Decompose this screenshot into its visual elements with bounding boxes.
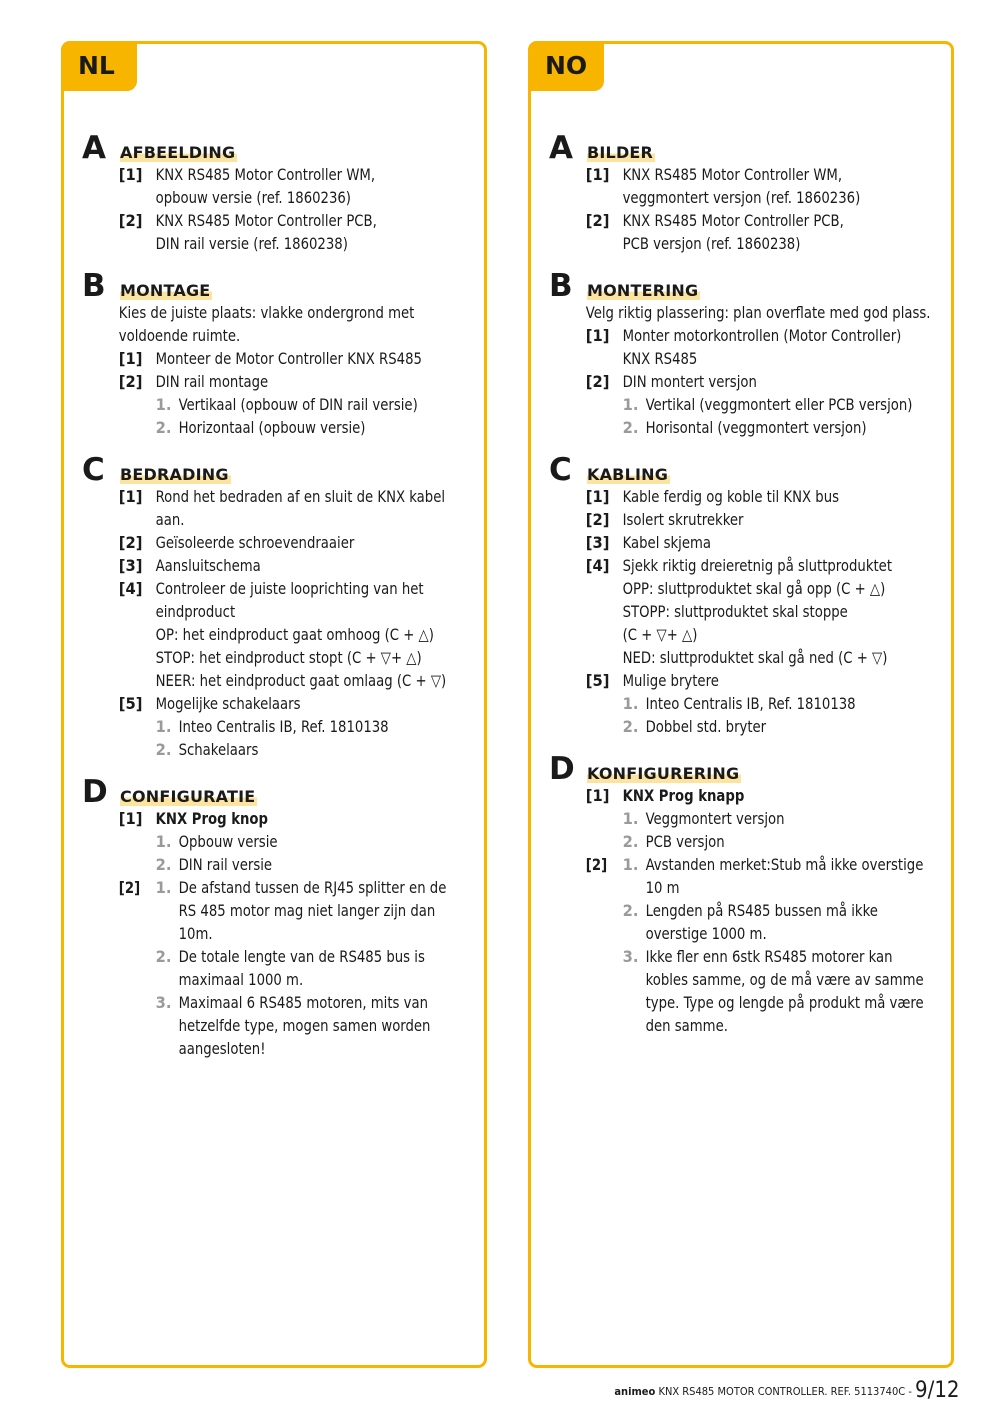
line-text: overstige 1000 m. [645,924,767,943]
sub-item-number: 2. [622,901,639,920]
item-number: [3] [585,533,610,552]
sub-item-continuation [549,922,913,945]
sub-item-text: Dobbel std. bryter [645,717,767,736]
item-continuation [549,232,913,255]
panel-no [528,41,954,1368]
item-number: [2] [118,372,143,391]
sub-item-continuation [549,968,924,991]
sub-item-text: DIN rail versie [178,855,273,874]
section-title: MONTERING [587,281,699,300]
list-item [549,853,924,876]
sub-item-continuation [549,991,924,1014]
list-item [549,508,913,531]
item-number: [5] [585,671,610,690]
item-text: Sjekk riktig dreieretnig på sluttproduktet [622,556,893,575]
sub-item-continuation [549,1014,913,1037]
sub-item [549,807,913,830]
sub-item-text: Avstanden merket:Stub må ikke overstige [645,855,924,874]
section-header [549,268,945,304]
panel-nl [61,41,487,1368]
item-continuation [549,600,913,623]
section-a [549,130,945,255]
sub-item [82,830,446,853]
list-item [82,692,446,715]
item-continuation [549,347,913,370]
section-d [82,774,478,1060]
item-text: Monteer de Motor Controller KNX RS485 [155,349,422,368]
line-text: maximaal 1000 m. [178,970,304,989]
line-text: Velg riktig plassering: plan overflate med god plass. [585,303,931,322]
list-item [82,485,446,508]
item-number: [1] [585,326,610,345]
item-text: Kable ferdig og koble til KNX bus [622,487,840,506]
sub-item-text: Ikke fler enn 6stk RS485 motorer kan [645,947,893,966]
line-text: hetzelfde type, mogen samen worden [178,1016,431,1035]
sub-item-number: 1. [622,395,639,414]
sub-item-number: 1. [155,717,172,736]
item-number: [2] [118,211,143,230]
line-text: eindproduct [155,602,236,621]
sub-item [82,945,446,968]
list-item [549,485,913,508]
list-item [549,209,913,232]
item-continuation [82,186,446,209]
sub-item-text: Inteo Centralis IB, Ref. 1810138 [178,717,389,736]
sub-item-number: 1. [155,832,172,851]
language-tab: NL [61,41,137,91]
item-number: [2] [585,510,610,529]
sub-item-text: Vertikaal (opbouw of DIN rail versie) [178,395,418,414]
line-text: opbouw versie (ref. 1860236) [155,188,351,207]
sub-item [82,715,446,738]
sub-item-number: 1. [622,694,639,713]
section-letter: D [549,751,575,787]
sub-item-text: Horizontaal (opbouw versie) [178,418,366,437]
item-number: [4] [118,579,143,598]
item-number: [1] [118,165,143,184]
line-text: STOP: het eindproduct stopt (C + ▽+ △) [155,648,422,667]
item-continuation [82,646,446,669]
sub-item-number: 3. [155,993,172,1012]
sub-item-continuation [82,899,446,922]
section-title: AFBEELDING [120,143,236,162]
sub-item-number: 1. [622,855,639,874]
sub-item-text: Opbouw versie [178,832,278,851]
item-continuation [549,577,913,600]
item-number: [1] [585,487,610,506]
list-item [82,807,446,830]
section-header [82,130,478,166]
item-text: Mulige brytere [622,671,719,690]
section-b [549,268,945,439]
line-text: kobles samme, og de må være av samme [645,970,924,989]
item-text: Mogelijke schakelaars [155,694,301,713]
sub-item [82,853,446,876]
line-text: STOPP: sluttproduktet skal stoppe [622,602,848,621]
item-number: [2] [118,533,143,552]
sub-item-number: 2. [622,832,639,851]
list-item [82,876,446,899]
panel-content [82,130,478,1077]
line-text: KNX RS485 [622,349,698,368]
section-letter: A [82,130,106,166]
sub-item-continuation [82,1014,446,1037]
section-letter: C [82,452,105,488]
section-title: KONFIGURERING [587,764,740,783]
item-number: [3] [118,556,143,575]
line-text: RS 485 motor mag niet langer zijn dan [178,901,436,920]
line-text: veggmontert versjon (ref. 1860236) [622,188,861,207]
item-text: DIN montert versjon [622,372,757,391]
section-header [549,130,945,166]
sub-item-text: Schakelaars [178,740,259,759]
section-title: BILDER [587,143,654,162]
line-text: voldoende ruimte. [118,326,241,345]
section-a [82,130,478,255]
item-number: [5] [118,694,143,713]
item-text: KNX RS485 Motor Controller PCB, [622,211,844,230]
section-letter: D [82,774,108,810]
item-continuation [82,623,446,646]
item-number: [2] [118,878,141,897]
item-continuation [82,232,446,255]
item-number: [2] [585,372,610,391]
section-letter: B [82,268,106,304]
sub-item-number: 2. [155,855,172,874]
sub-item [549,393,913,416]
line-text: NEER: het eindproduct gaat omlaag (C + ▽) [155,671,447,690]
list-item [549,531,913,554]
sub-item [82,738,446,761]
item-continuation [82,600,446,623]
sub-item-text: Lengden på RS485 bussen må ikke [645,901,878,920]
footer-text: KNX RS485 MOTOR CONTROLLER. REF. 5113740C - [658,1385,913,1398]
list-item [82,554,446,577]
sub-item-number: 2. [155,740,172,759]
list-item [82,209,446,232]
sub-item-text: De afstand tussen de RJ45 splitter en de [178,878,447,897]
sub-item-text: Vertikal (veggmontert eller PCB versjon) [645,395,913,414]
sub-item [82,991,446,1014]
sub-item-continuation [549,876,913,899]
line-text: PCB versjon (ref. 1860238) [622,234,801,253]
sub-item [549,416,913,439]
line-text: aan. [155,510,185,529]
section-b [82,268,478,439]
item-text: Kabel skjema [622,533,712,552]
sub-item-continuation [82,922,446,945]
sub-item-number: 2. [622,717,639,736]
item-continuation [82,508,446,531]
line-text: OP: het eindproduct gaat omhoog (C + △) [155,625,434,644]
item-text: Aansluitschema [155,556,261,575]
item-text: KNX Prog knop [155,809,269,828]
item-continuation [549,646,913,669]
item-text: Monter motorkontrollen (Motor Controller) [622,326,902,345]
sub-item-number: 1. [622,809,639,828]
item-text: Geïsoleerde schroevendraaier [155,533,355,552]
section-header [82,452,478,488]
section-title: KABLING [587,465,669,484]
sub-item [549,830,913,853]
section-title: CONFIGURATIE [120,787,256,806]
list-item [549,370,913,393]
item-number: [1] [585,165,610,184]
line-text: Kies de juiste plaats: vlakke ondergrond met [118,303,415,322]
list-item [549,163,913,186]
item-continuation [82,669,446,692]
item-number: [1] [118,809,143,828]
line-text: NED: sluttproduktet skal gå ned (C + ▽) [622,648,888,667]
section-c [82,452,478,761]
section-title: MONTAGE [120,281,211,300]
sub-item-number: 3. [622,947,639,966]
sub-item-number: 2. [622,418,639,437]
panel-content [549,130,945,1054]
sub-item [82,416,446,439]
section-title: BEDRADING [120,465,229,484]
list-item [549,784,913,807]
intro-text [82,301,446,324]
line-text: DIN rail versie (ref. 1860238) [155,234,348,253]
line-text: aangesloten! [178,1039,266,1058]
page-number: 9/12 [915,1378,960,1403]
sub-item-text: Inteo Centralis IB, Ref. 1810138 [645,694,856,713]
line-text: (C + ▽+ △) [622,625,698,644]
sub-item [82,393,446,416]
section-c [549,452,945,738]
item-text: DIN rail montage [155,372,269,391]
sub-item-number: 2. [155,418,172,437]
item-text: KNX RS485 Motor Controller WM, [622,165,843,184]
intro-text [549,301,931,324]
sub-item-text: Maximaal 6 RS485 motoren, mits van [178,993,428,1012]
item-number: [2] [585,211,610,230]
list-item [82,531,446,554]
sub-item-text: PCB versjon [645,832,725,851]
section-letter: A [549,130,573,166]
section-d [549,751,945,1037]
sub-item-continuation [82,968,446,991]
item-number: [1] [585,786,610,805]
list-item [82,347,446,370]
section-header [82,268,478,304]
sub-item-number: 1. [155,878,172,897]
sub-item-text: Horisontal (veggmontert versjon) [645,418,867,437]
item-continuation [549,623,913,646]
line-text: 10 m [645,878,680,897]
item-text: KNX Prog knapp [622,786,745,805]
sub-item [549,715,913,738]
line-text: OPP: sluttproduktet skal gå opp (C + △) [622,579,886,598]
item-number: [4] [585,556,610,575]
list-item [82,370,446,393]
item-number: [1] [118,487,143,506]
item-text: KNX RS485 Motor Controller PCB, [155,211,377,230]
item-text: Rond het bedraden af en sluit de KNX kabel [155,487,446,506]
page-footer [615,1378,960,1403]
section-letter: C [549,452,572,488]
item-text: Isolert skrutrekker [622,510,744,529]
sub-item-number: 1. [155,395,172,414]
section-header [549,452,945,488]
sub-item-number: 2. [155,947,172,966]
section-letter: B [549,268,573,304]
section-header [82,774,478,810]
language-tab: NO [528,41,604,91]
intro-text [82,324,446,347]
list-item [549,669,913,692]
line-text: 10m. [178,924,213,943]
item-number: [2] [585,855,608,874]
sub-item-text: De totale lengte van de RS485 bus is [178,947,425,966]
sub-item-text: Veggmontert versjon [645,809,785,828]
item-continuation [549,186,913,209]
list-item [549,324,913,347]
line-text: den samme. [645,1016,728,1035]
sub-item [549,945,913,968]
section-header [549,751,945,787]
sub-item-continuation [82,1037,446,1060]
footer-brand: animeo [614,1385,656,1398]
sub-item [549,899,913,922]
line-text: type. Type og lengde på produkt må være [645,993,924,1012]
item-number: [1] [118,349,143,368]
sub-item [549,692,913,715]
item-text: Controleer de juiste looprichting van het [155,579,424,598]
item-text: KNX RS485 Motor Controller WM, [155,165,376,184]
list-item [549,554,913,577]
list-item [82,577,446,600]
list-item [82,163,446,186]
